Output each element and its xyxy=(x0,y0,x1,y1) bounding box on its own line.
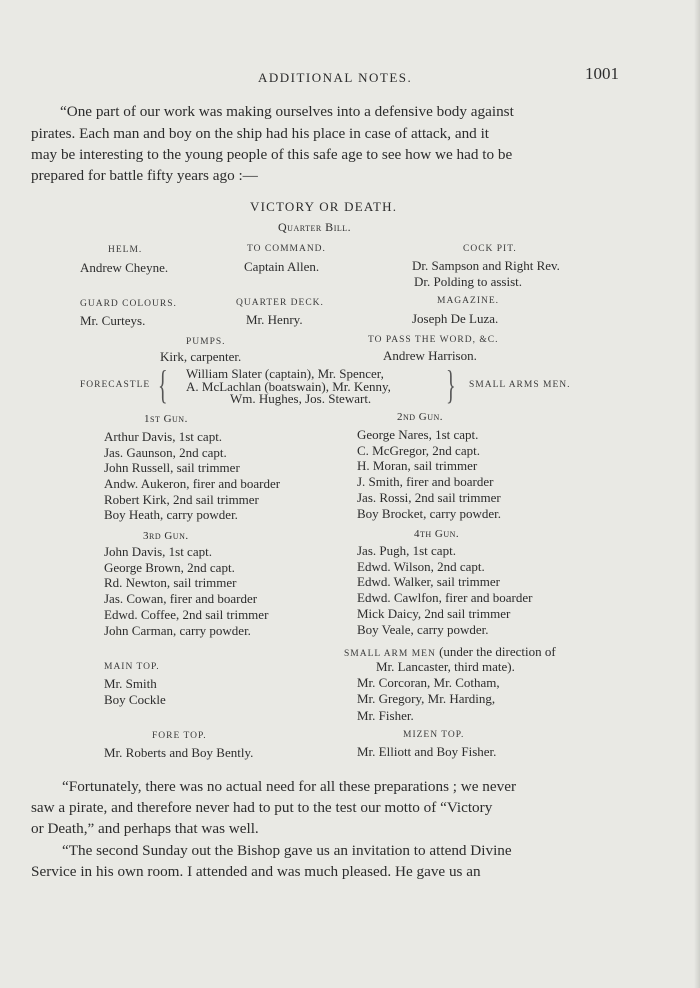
gun3-crew: John Davis, 1st capt. xyxy=(104,544,212,559)
fore-top-label: FORE TOP. xyxy=(152,731,207,741)
intro-line: prepared for battle fifty years ago :— xyxy=(31,167,258,184)
pass-word-label: TO PASS THE WORD, &C. xyxy=(368,335,499,345)
gun2-crew: C. McGregor, 2nd capt. xyxy=(357,443,480,458)
right-brace: } xyxy=(446,362,456,407)
gun2-crew: Jas. Rossi, 2nd sail trimmer xyxy=(357,490,501,505)
intro-line: may be interesting to the young people of this safe age to see how we had to be xyxy=(31,146,513,163)
gun3-crew: Jas. Cowan, firer and boarder xyxy=(104,591,258,606)
main-top-label: MAIN TOP. xyxy=(104,662,160,672)
bill-title: VICTORY OR DEATH. xyxy=(250,199,398,214)
quarter-deck-label: QUARTER DECK. xyxy=(236,298,324,308)
gun4-crew: Edwd. Wilson, 2nd capt. xyxy=(357,559,485,574)
gun2-crew: H. Moran, sail trimmer xyxy=(357,458,478,473)
left-brace: { xyxy=(158,362,168,407)
forecastle-name: A. McLachlan (boatswain), Mr. Kenny, xyxy=(186,379,391,394)
forecastle-name: William Slater (captain), Mr. Spencer, xyxy=(186,366,384,381)
cock-pit-label: COCK PIT. xyxy=(463,244,517,254)
small-arm-men-line: Mr. Fisher. xyxy=(357,708,414,723)
pass-word-name: Andrew Harrison. xyxy=(383,348,477,363)
gun4-crew: Jas. Pugh, 1st capt. xyxy=(357,543,456,558)
small-arm-men-label: SMALL ARM MEN xyxy=(344,649,436,659)
gun4-crew: Edwd. Cawlfon, firer and boarder xyxy=(357,590,533,605)
mizen-top-name: Mr. Elliott and Boy Fisher. xyxy=(357,744,497,759)
cock-pit-name: Dr. Sampson and Right Rev. xyxy=(412,258,560,273)
quarter-deck-name: Mr. Henry. xyxy=(246,312,303,327)
forecastle-label: FORECASTLE xyxy=(80,380,151,390)
gun1-crew: Boy Heath, carry powder. xyxy=(104,507,238,522)
small-arm-men-line: Mr. Corcoran, Mr. Cotham, xyxy=(357,675,500,690)
closing-line: saw a pirate, and therefore never had to put to the test our motto of “Victory xyxy=(31,799,493,816)
to-command-name: Captain Allen. xyxy=(244,259,320,274)
small-arm-men-line: Mr. Lancaster, third mate). xyxy=(376,659,515,674)
guard-colours-name: Mr. Curteys. xyxy=(80,313,146,328)
gun3-crew: Rd. Newton, sail trimmer xyxy=(104,575,237,590)
gun3-label: 3rd Gun. xyxy=(143,530,189,542)
gun1-crew: Andw. Aukeron, firer and boarder xyxy=(104,476,281,491)
gun4-label: 4th Gun. xyxy=(414,528,460,540)
gun2-crew: George Nares, 1st capt. xyxy=(357,427,479,442)
gun3-crew: John Carman, carry powder. xyxy=(104,623,251,638)
main-top-name: Boy Cockle xyxy=(104,692,166,707)
closing-line: “The second Sunday out the Bishop gave us an invitation to attend Divine xyxy=(62,842,512,859)
guard-colours-label: GUARD COLOURS. xyxy=(80,299,177,309)
intro-line: pirates. Each man and boy on the ship had his place in case of attack, and it xyxy=(31,125,490,142)
helm-label: HELM. xyxy=(108,245,143,255)
helm-name: Andrew Cheyne. xyxy=(80,260,169,275)
gun4-crew: Edwd. Walker, sail trimmer xyxy=(357,574,500,589)
gun3-crew: George Brown, 2nd capt. xyxy=(104,560,235,575)
gun4-crew: Boy Veale, carry powder. xyxy=(357,622,489,637)
main-top-name: Mr. Smith xyxy=(104,676,157,691)
intro-line: “One part of our work was making ourselves into a defensive body against xyxy=(60,103,514,120)
gun1-crew: Arthur Davis, 1st capt. xyxy=(104,429,223,444)
forecastle-name: Wm. Hughes, Jos. Stewart. xyxy=(230,391,372,406)
mizen-top-label: MIZEN TOP. xyxy=(403,730,465,740)
fore-top-name: Mr. Roberts and Boy Bently. xyxy=(104,745,254,760)
gun1-crew: John Russell, sail trimmer xyxy=(104,460,240,475)
page-number: 1001 xyxy=(585,64,619,83)
small-arms-men-label: SMALL ARMS MEN. xyxy=(469,380,571,390)
gun1-crew: Robert Kirk, 2nd sail trimmer xyxy=(104,492,259,507)
pumps-name: Kirk, carpenter. xyxy=(160,349,242,364)
gun2-crew: J. Smith, firer and boarder xyxy=(357,474,494,489)
gun1-label: 1st Gun. xyxy=(144,413,188,425)
magazine-name: Joseph De Luza. xyxy=(412,311,499,326)
gun4-crew: Mick Daicy, 2nd sail trimmer xyxy=(357,606,511,621)
gun3-crew: Edwd. Coffee, 2nd sail trimmer xyxy=(104,607,269,622)
gun1-crew: Jas. Gaunson, 2nd capt. xyxy=(104,445,227,460)
bill-subtitle: Quarter Bill. xyxy=(278,220,352,234)
closing-line: “Fortunately, there was no actual need for all these preparations ; we never xyxy=(62,778,517,795)
cock-pit-name: Dr. Polding to assist. xyxy=(414,274,522,289)
pumps-label: PUMPS. xyxy=(186,337,226,347)
small-arm-men-line: Mr. Gregory, Mr. Harding, xyxy=(357,691,496,706)
gun2-label: 2nd Gun. xyxy=(397,411,444,423)
closing-line: or Death,” and perhaps that was well. xyxy=(31,820,259,837)
to-command-label: TO COMMAND. xyxy=(247,244,326,254)
closing-line: Service in his own room. I attended and was much pleased. He gave us an xyxy=(31,863,481,880)
small-arm-men-note: (under the direction of xyxy=(435,644,556,659)
page-edge-shadow xyxy=(694,0,700,988)
running-header: ADDITIONAL NOTES. xyxy=(258,70,413,85)
gun2-crew: Boy Brocket, carry powder. xyxy=(357,506,502,521)
magazine-label: MAGAZINE. xyxy=(437,296,500,306)
